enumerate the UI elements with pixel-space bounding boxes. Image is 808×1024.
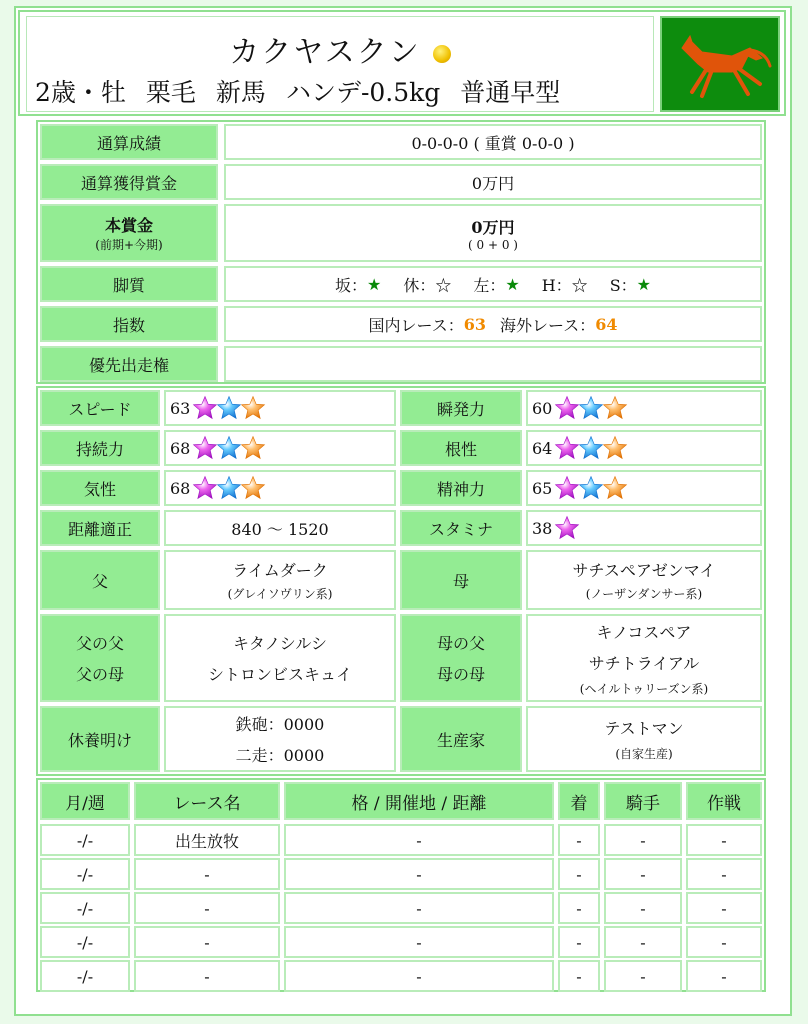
dam-sire-name: キノコスペア <box>596 622 692 642</box>
prize-value: 0万円 <box>471 217 515 237</box>
star-rating-3 <box>556 435 628 461</box>
race-header-cell: 月/週 <box>40 782 130 820</box>
legs-left-star-icon: ★ <box>505 274 520 294</box>
race-cell: - <box>686 960 762 992</box>
prize-value-cell <box>224 204 762 262</box>
dam-dam-label: 母の母 <box>436 665 485 684</box>
dam-dam-name: サチトライアル <box>588 653 700 673</box>
race-cell: 出生放牧 <box>134 824 280 856</box>
legs-s-star-icon: ★ <box>636 274 651 294</box>
mental-value-cell <box>526 470 762 506</box>
legs-slope: 坂： <box>334 275 367 295</box>
race-cell: -/- <box>40 892 130 924</box>
burst-value-cell <box>526 390 762 426</box>
dam-cell <box>526 550 762 610</box>
sire-line: (グレイソヴリン系) <box>227 587 333 601</box>
race-cell: - <box>134 960 280 992</box>
sire-name: ライムダーク <box>232 561 328 580</box>
temper-value-cell <box>164 470 396 506</box>
breeder-name: テストマン <box>604 719 684 738</box>
distance-label: 距離適正 <box>40 510 160 546</box>
speed-label: スピード <box>40 390 160 426</box>
dam-label: 母 <box>400 550 522 610</box>
race-cell: - <box>558 926 600 958</box>
star-purple-icon <box>554 475 580 501</box>
race-cell: - <box>604 824 682 856</box>
horse-name-text: カクヤスクン <box>229 35 421 70</box>
index-label: 指数 <box>40 306 218 342</box>
race-header-cell: 着 <box>558 782 600 820</box>
race-cell: - <box>686 824 762 856</box>
legs-label: 脚質 <box>40 266 218 302</box>
endurance-label: 持続力 <box>40 430 160 466</box>
horse-silhouette-icon <box>660 16 780 112</box>
star-rating-3 <box>194 435 266 461</box>
race-cell: - <box>558 824 600 856</box>
endurance-value-cell <box>164 430 396 466</box>
star-rating-3 <box>556 475 628 501</box>
breeder-note: (自家生産) <box>615 747 673 761</box>
race-cell: - <box>604 960 682 992</box>
star-blue-icon <box>216 475 242 501</box>
record-label: 通算成績 <box>40 124 218 160</box>
horse-header <box>18 10 786 116</box>
race-cell: - <box>558 960 600 992</box>
mental-value: 65 <box>532 478 553 498</box>
index-value <box>224 306 762 342</box>
stamina-value: 38 <box>532 518 553 538</box>
sire-sire-label: 父の父 <box>75 634 124 653</box>
horse-name <box>27 27 653 71</box>
star-rating-1 <box>556 515 580 541</box>
sire-cell <box>164 550 396 610</box>
burst-label: 瞬発力 <box>400 390 522 426</box>
legs-slope-star-icon: ★ <box>367 274 382 294</box>
race-cell: - <box>686 892 762 924</box>
mental-label: 精神力 <box>400 470 522 506</box>
race-cell: -/- <box>40 960 130 992</box>
coat: 栗毛 <box>145 78 196 107</box>
prize-label-cell <box>40 204 218 262</box>
star-purple-icon <box>554 435 580 461</box>
earnings-value: 0万円 <box>224 164 762 200</box>
record-value: 0-0-0-0 ( 重賞 0-0-0 ) <box>224 124 762 160</box>
sire-parents-label-cell <box>40 614 160 702</box>
growth: 普通早型 <box>460 78 561 107</box>
dam-sire-label: 母の父 <box>436 634 485 653</box>
race-cell: - <box>604 926 682 958</box>
star-rating-3 <box>194 475 266 501</box>
dam-line: (ノーザンダンサー系) <box>585 587 703 601</box>
temper-value: 68 <box>170 478 191 498</box>
rest-label: 休養明け <box>40 706 160 772</box>
nisou-value: 二走：0000 <box>235 746 325 765</box>
star-purple-icon <box>192 435 218 461</box>
race-cell: - <box>558 892 600 924</box>
sire-parents-cell <box>164 614 396 702</box>
age-sex: 2歳・牡 <box>35 78 126 107</box>
race-cell: - <box>686 858 762 890</box>
status: 新馬 <box>215 78 266 107</box>
star-orange-icon <box>240 435 266 461</box>
rest-cell <box>164 706 396 772</box>
star-blue-icon <box>216 395 242 421</box>
race-cell: - <box>284 858 554 890</box>
speed-value: 63 <box>170 398 191 418</box>
legs-left: 左： <box>473 275 506 295</box>
handicap: ハンデ-0.5kg <box>285 78 441 107</box>
race-cell: - <box>558 858 600 890</box>
race-cell: - <box>284 892 554 924</box>
star-orange-icon <box>602 435 628 461</box>
race-cell: - <box>134 858 280 890</box>
star-blue-icon <box>578 475 604 501</box>
index-overseas-label: 海外レース： <box>500 315 596 335</box>
horse-info <box>35 73 651 109</box>
distance-value: 840 〜 1520 <box>164 510 396 546</box>
star-purple-icon <box>192 395 218 421</box>
race-cell: - <box>284 960 554 992</box>
star-rating-3 <box>556 395 628 421</box>
dam-name: サチスペアゼンマイ <box>572 561 716 580</box>
name-box <box>26 16 654 112</box>
star-purple-icon <box>554 515 580 541</box>
race-header-cell: 作戦 <box>686 782 762 820</box>
sire-dam-name: シトロンビスキュイ <box>207 665 352 684</box>
star-blue-icon <box>578 435 604 461</box>
sire-label: 父 <box>40 550 160 610</box>
dam-parents-label-cell <box>400 614 522 702</box>
breeder-cell <box>526 706 762 772</box>
endurance-value: 68 <box>170 438 191 458</box>
race-header-cell: レース名 <box>134 782 280 820</box>
prize-sub-label: (前期+今期) <box>95 238 163 252</box>
stamina-label: スタミナ <box>400 510 522 546</box>
sire-sire-name: キタノシルシ <box>233 634 327 653</box>
earnings-label: 通算獲得賞金 <box>40 164 218 200</box>
index-domestic-value: 63 <box>463 314 486 334</box>
speed-value-cell <box>164 390 396 426</box>
race-cell: - <box>686 926 762 958</box>
star-purple-icon <box>554 395 580 421</box>
legs-s: S： <box>609 275 637 295</box>
stats-section <box>36 386 766 776</box>
breeder-label: 生産家 <box>400 706 522 772</box>
prize-sub-value: ( 0 + 0 ) <box>468 237 518 252</box>
star-orange-icon <box>240 475 266 501</box>
guts-value-cell <box>526 430 762 466</box>
star-orange-icon <box>602 475 628 501</box>
prize-label: 本賞金 <box>104 216 153 235</box>
index-overseas-value: 64 <box>595 314 618 334</box>
race-cell: - <box>134 926 280 958</box>
race-cell: - <box>604 858 682 890</box>
stamina-value-cell <box>526 510 762 546</box>
legs-value <box>224 266 762 302</box>
index-domestic-label: 国内レース： <box>368 315 464 335</box>
star-rating-3 <box>194 395 266 421</box>
star-orange-icon <box>602 395 628 421</box>
legs-rest: 休：☆ <box>403 275 452 295</box>
burst-value: 60 <box>532 398 553 418</box>
race-cell: - <box>284 824 554 856</box>
star-orange-icon <box>240 395 266 421</box>
dam-sire-line: (ヘイルトゥリーズン系) <box>579 681 709 696</box>
race-header-cell: 格 / 開催地 / 距離 <box>284 782 554 820</box>
star-blue-icon <box>578 395 604 421</box>
race-cell: - <box>134 892 280 924</box>
race-cell: - <box>604 892 682 924</box>
sire-dam-label: 父の母 <box>75 665 124 684</box>
coin-icon <box>433 45 451 63</box>
guts-label: 根性 <box>400 430 522 466</box>
guts-value: 64 <box>532 438 553 458</box>
summary-section <box>36 120 766 384</box>
race-cell: -/- <box>40 858 130 890</box>
priority-label: 優先出走権 <box>40 346 218 382</box>
star-purple-icon <box>192 475 218 501</box>
star-blue-icon <box>216 435 242 461</box>
teppo-value: 鉄砲：0000 <box>235 715 325 734</box>
race-cell: -/- <box>40 926 130 958</box>
temper-label: 気性 <box>40 470 160 506</box>
dam-parents-cell <box>526 614 762 702</box>
race-cell: -/- <box>40 824 130 856</box>
race-history-section <box>36 778 766 992</box>
legs-h: H：☆ <box>541 275 588 295</box>
race-header-cell: 騎手 <box>604 782 682 820</box>
race-cell: - <box>284 926 554 958</box>
priority-value <box>224 346 762 382</box>
